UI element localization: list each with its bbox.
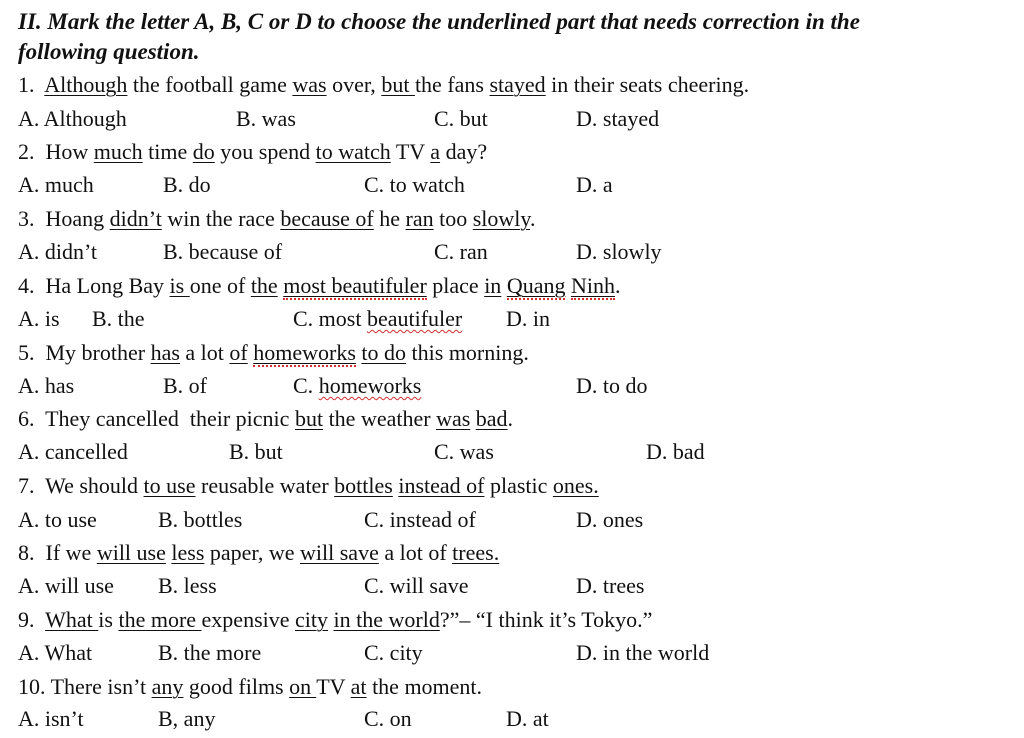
option-a: A. didn’t: [18, 239, 98, 264]
underlined-part-b: of: [229, 340, 248, 365]
question-4: 4. Ha Long Bay is one of the most beautifuler place in Quang Ninh.: [18, 273, 621, 298]
underlined-part-a: Although: [44, 72, 128, 97]
underlined-part-b: was: [292, 72, 327, 97]
option-b: B. the more: [158, 640, 262, 665]
question-8: 8. If we will use less paper, we will save a lot of trees.: [18, 540, 500, 565]
question-10: 10. There isn’t any good films on TV at the moment.: [18, 674, 483, 699]
underlined-part-c: will save: [300, 540, 379, 565]
option-b: B. the: [92, 306, 145, 331]
option-b: B. was: [236, 106, 296, 131]
option-d: D. bad: [646, 439, 705, 464]
underlined-part-a: has: [150, 340, 180, 365]
question-3: 3. Hoang didn’t win the race because of he ran too slowly.: [18, 206, 536, 231]
question-5: 5. My brother has a lot of homeworks to do this morning.: [18, 340, 529, 365]
underlined-part-c: but: [381, 72, 415, 97]
underlined-part-d: to do: [361, 340, 407, 365]
option-c: C. homeworks: [293, 373, 422, 398]
spellcheck-word: Ninh: [570, 273, 615, 298]
option-a: A. will use: [18, 573, 114, 598]
underlined-part-b: any: [151, 674, 184, 699]
option-c: C. on: [364, 706, 412, 731]
underlined-part-c: instead of: [398, 473, 485, 498]
underlined-part-b: less: [171, 540, 205, 565]
question-1: 1. Although the football game was over, but the fans stayed in their seats cheering.: [18, 72, 750, 97]
option-a: A. has: [18, 373, 75, 398]
underlined-part-c: homeworks: [253, 340, 356, 365]
underlined-part-d: a: [430, 139, 441, 164]
option-a: A. What: [18, 640, 93, 665]
underlined-part-d: trees.: [452, 540, 500, 565]
option-b: B. of: [163, 373, 207, 398]
underlined-part-d: stayed: [489, 72, 546, 97]
underlined-part-d: in: [484, 273, 502, 298]
question-9: 9. What is the more expensive city in the world?”– “I think it’s Tokyo.”: [18, 607, 653, 632]
question-7: 7. We should to use reusable water bottles instead of plastic ones.: [18, 473, 599, 498]
underlined-part-d: bad: [475, 406, 508, 431]
option-a: A. cancelled: [18, 439, 128, 464]
section-heading-line1: II. Mark the letter A, B, C or D to choose the underlined part that needs correction in the: [18, 9, 860, 34]
option-c: C. but: [434, 106, 488, 131]
option-d: D. in the world: [576, 640, 710, 665]
option-a: A. is: [18, 306, 60, 331]
option-a: A. isn’t: [18, 706, 84, 731]
underlined-part-c: ran: [405, 206, 434, 231]
option-b: B. because of: [163, 239, 283, 264]
option-b: B. do: [163, 172, 211, 197]
option-d: D. a: [576, 172, 613, 197]
option-d: D. trees: [576, 573, 645, 598]
option-b: B. less: [158, 573, 217, 598]
option-d: D. at: [506, 706, 549, 731]
underlined-part-b: bottles: [334, 473, 393, 498]
underlined-part-a: much: [93, 139, 143, 164]
underlined-part-b: because of: [280, 206, 374, 231]
option-a: A. Although: [18, 106, 127, 131]
option-a: A. much: [18, 172, 94, 197]
option-b: B. but: [229, 439, 283, 464]
underlined-part-c: on: [289, 674, 317, 699]
option-a: A. to use: [18, 507, 97, 532]
spellcheck-word: Quang: [506, 273, 566, 298]
option-c: C. most beautifuler: [293, 306, 463, 331]
underlined-part-a: is: [169, 273, 190, 298]
underlined-part-b: but: [294, 406, 324, 431]
underlined-part-b: the: [250, 273, 278, 298]
underlined-part-a: will use: [96, 540, 166, 565]
section-heading-line2: following question.: [18, 39, 200, 64]
spellcheck-word: beautifuler: [366, 306, 463, 331]
underlined-part-c: city: [295, 607, 329, 632]
option-c: C. will save: [364, 573, 469, 598]
underlined-part-a: didn’t: [109, 206, 162, 231]
underlined-part-c: was: [436, 406, 471, 431]
underlined-part-d: ones.: [552, 473, 599, 498]
question-2: 2. How much time do you spend to watch TV a day?: [18, 139, 488, 164]
option-c: C. ran: [434, 239, 488, 264]
option-c: C. city: [364, 640, 423, 665]
option-c: C. was: [434, 439, 494, 464]
question-6: 6. They cancelled their picnic but the weather was bad.: [18, 406, 514, 431]
underlined-part-a: to use: [143, 473, 196, 498]
underlined-part-d: at: [350, 674, 367, 699]
option-b: B. bottles: [158, 507, 243, 532]
underlined-part-d: slowly: [472, 206, 530, 231]
option-d: D. stayed: [576, 106, 660, 131]
option-d: D. in: [506, 306, 550, 331]
option-b: B, any: [158, 706, 216, 731]
underlined-part-d: in the world: [333, 607, 440, 632]
option-c: C. to watch: [364, 172, 465, 197]
underlined-part-b: do: [192, 139, 215, 164]
underlined-part-c: to watch: [315, 139, 391, 164]
spellcheck-word: homeworks: [318, 373, 422, 398]
option-d: D. to do: [576, 373, 648, 398]
option-d: D. ones: [576, 507, 644, 532]
option-c: C. instead of: [364, 507, 476, 532]
option-d: D. slowly: [576, 239, 662, 264]
underlined-part-b: the more: [118, 607, 202, 632]
underlined-part-c: most beautifuler: [283, 273, 427, 298]
underlined-part-a: What: [45, 607, 99, 632]
